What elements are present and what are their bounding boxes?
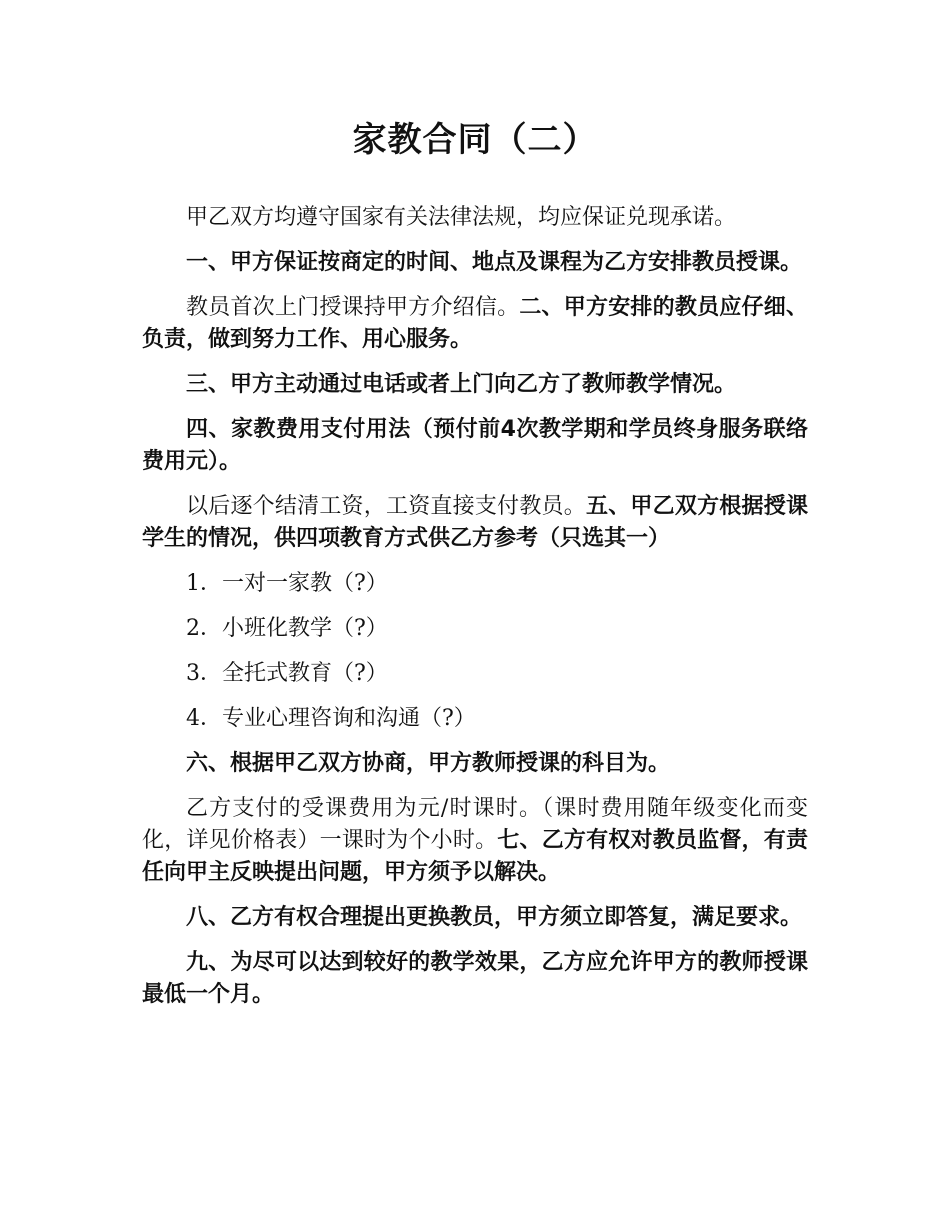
list-item: [142, 568, 808, 600]
paragraph: [142, 491, 808, 555]
clause-heading: 六、根据甲乙双方协商，甲方教师授课的科目为。: [186, 751, 671, 776]
list-item-text: 4．专业心理咨询和沟通（?）: [186, 706, 476, 731]
list-item-text: 3．全托式教育（?）: [186, 661, 388, 686]
paragraph: [142, 369, 808, 401]
clause-heading: 三、甲方主动通过电话或者上门向乙方了教师教学情况。: [186, 372, 737, 397]
clause-heading: 一、甲方保证按商定的时间、地点及课程为乙方安排教员授课。: [186, 250, 803, 275]
clause-heading: 五、甲乙双方根据授课学生的情况，供四项教育方式供乙方参考（只选其一）: [142, 494, 808, 551]
paragraph: [142, 247, 808, 279]
paragraph: [142, 947, 808, 1011]
paragraph-text: 乙方支付的受课费用为元/时课时。（课时费用随年级变化而变化，详见价格表）一课时为个小时。: [142, 796, 808, 853]
list-item-text: 1．一对一家教（?）: [186, 571, 388, 596]
paragraph-text: 教员首次上门授课持甲方介绍信。: [186, 295, 520, 320]
clause-heading: 二、甲方安排的教员应仔细、负责，做到努力工作、用心服务。: [142, 295, 808, 352]
paragraph: [142, 748, 808, 780]
list-item-text: 2．小班化教学（?）: [186, 616, 388, 641]
clause-heading: 四、家教费用支付用法（预付前4次教学期和学员终身服务联络费用元）。: [142, 417, 808, 474]
document-body: [142, 202, 808, 1024]
paragraph-text: 以后逐个结清工资，工资直接支付教员。: [186, 494, 586, 519]
list-item: [142, 613, 808, 645]
paragraph: [142, 292, 808, 356]
paragraph: [142, 202, 808, 234]
clause-heading: 七、乙方有权对教员监督，有责任向甲主反映提出问题，甲方须予以解决。: [142, 828, 808, 885]
paragraph: [142, 793, 808, 889]
list-item: [142, 703, 808, 735]
paragraph: [142, 414, 808, 478]
clause-heading: 九、为尽可以达到较好的教学效果，乙方应允许甲方的教师授课最低一个月。: [142, 950, 808, 1007]
list-item: [142, 658, 808, 690]
paragraph-text: 甲乙双方均遵守国家有关法律法规，均应保证兑现承诺。: [186, 205, 737, 230]
clause-heading: 八、乙方有权合理提出更换教员，甲方须立即答复，满足要求。: [186, 905, 803, 930]
document-title: 家教合同（二）: [352, 120, 598, 160]
paragraph: [142, 902, 808, 934]
